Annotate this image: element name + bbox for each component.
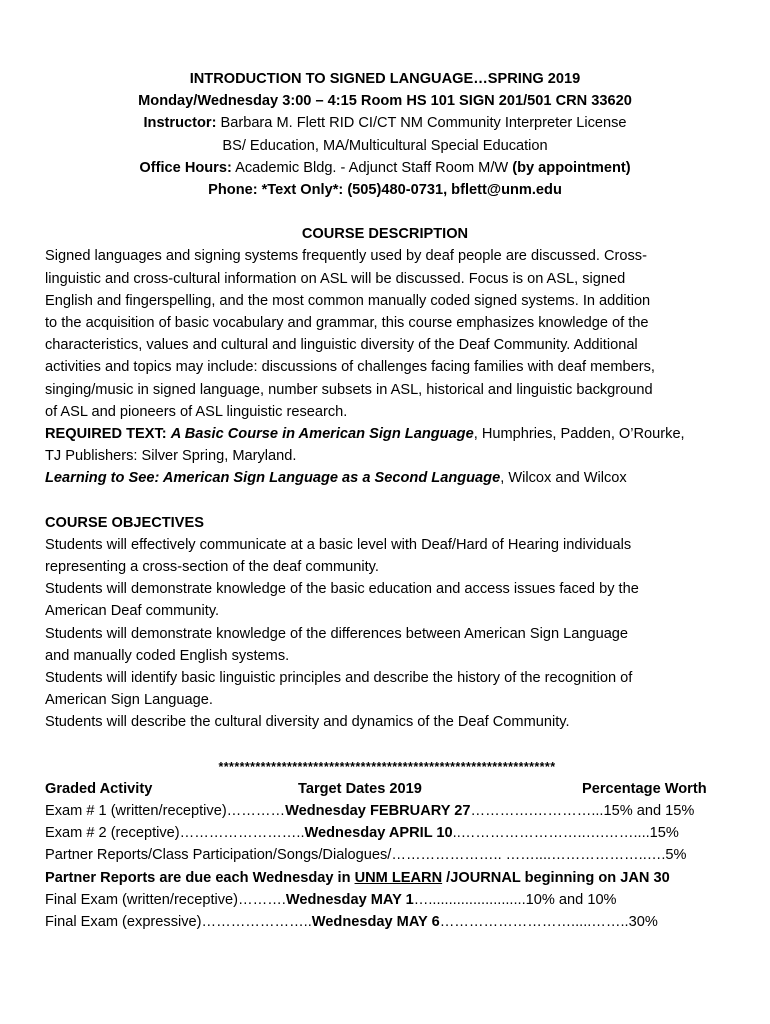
second-text-authors: , Wilcox and Wilcox	[500, 470, 627, 487]
required-text-title: A Basic Course in American Sign Language	[170, 426, 474, 443]
grade-row-final1	[45, 889, 729, 911]
grade-percentage: ………….…………...15% and 15%	[470, 803, 695, 820]
spacer	[45, 734, 729, 756]
grade-row-exam1	[45, 800, 729, 822]
second-text-title: Learning to See: American Sign Language as a Second Language	[45, 470, 501, 487]
objective-line: and manually coded English systems.	[45, 647, 290, 664]
syllabus-header	[0, 68, 770, 201]
course-title: INTRODUCTION TO SIGNED LANGUAGE…SPRING 2019	[189, 71, 581, 87]
objective-line: representing a cross-section of the deaf community.	[45, 559, 379, 576]
grade-percentage: ……………………….....……..30%	[439, 914, 658, 931]
objective-line: Students will describe the cultural diversity and dynamics of the Deaf Community.	[45, 714, 570, 731]
grade-date: Wednesday MAY 6	[311, 914, 440, 931]
description-line: singing/music in signed language, number subsets in ASL, historical and linguistic background	[45, 381, 653, 398]
required-text-label: REQUIRED TEXT:	[45, 426, 171, 443]
spacer	[0, 201, 770, 223]
grade-percentage: ..……………………..….……....15%	[452, 825, 679, 842]
office-hours-label: Office Hours:	[139, 159, 232, 176]
objective-line: American Sign Language.	[45, 692, 213, 709]
grades-col-activity: Graded Activity	[45, 780, 153, 797]
publisher-line: TJ Publishers: Silver Spring, Maryland.	[45, 448, 297, 465]
objective-line: Students will effectively communicate at a basic level with Deaf/Hard of Hearing individuals	[45, 536, 632, 553]
required-text-authors: , Humphries, Padden, O’Rourke,	[473, 426, 685, 443]
instructor-value: Barbara M. Flett RID CI/CT NM Community Interpreter License	[216, 115, 627, 132]
grades-col-percentage: Percentage Worth	[582, 780, 707, 797]
description-line: to the acquisition of basic vocabulary and grammar, this course emphasizes knowledge of the	[45, 315, 649, 332]
objective-line: American Deaf community.	[45, 603, 220, 620]
description-line: Signed languages and signing systems frequently used by deaf people are discussed. Cross-	[45, 248, 647, 265]
grade-row-final2	[45, 911, 729, 933]
grade-activity: Exam # 2 (receptive)……………………..	[45, 825, 305, 842]
description-line: of ASL and pioneers of ASL linguistic research.	[45, 403, 348, 420]
course-objectives-heading: COURSE OBJECTIVES	[45, 514, 204, 531]
grade-date: Wednesday APRIL 10	[304, 825, 453, 842]
grade-activity: Final Exam (written/receptive)……….	[45, 891, 286, 908]
grades-header-row	[45, 778, 729, 800]
required-text-line	[45, 423, 729, 445]
star-separator: ****************************************************************	[218, 759, 556, 774]
grades-col-dates: Target Dates 2019	[298, 780, 422, 797]
second-text-line	[45, 467, 729, 489]
description-line: linguistic and cross-cultural information on ASL will be discussed. Focus is on ASL, signed	[45, 270, 626, 287]
grade-percentage: …........................10% and 10%	[413, 891, 617, 908]
grade-activity: Final Exam (expressive)…………………..	[45, 914, 312, 931]
course-schedule: Monday/Wednesday 3:00 – 4:15 Room HS 101 SIGN 201/501 CRN 33620	[138, 93, 632, 110]
objective-line: Students will identify basic linguistic principles and describe the history of the recognition of	[45, 670, 633, 687]
objective-line: Students will demonstrate knowledge of the differences between American Sign Language	[45, 625, 629, 642]
office-hours-line	[0, 157, 770, 179]
description-line: English and fingerspelling, and the most common manually coded signed systems. In addition	[45, 292, 651, 309]
description-line: activities and topics may include: discussions of challenges facing families with deaf members,	[45, 359, 655, 376]
course-description	[45, 245, 729, 933]
office-hours-note: (by appointment)	[512, 159, 631, 176]
grade-date: Wednesday MAY 1	[285, 891, 414, 908]
grade-activity: Exam # 1 (written/receptive)…………	[45, 803, 286, 820]
partner-due-text: Partner Reports are due each Wednesday in	[45, 869, 355, 886]
instructor-credentials: BS/ Education, MA/Multicultural Special Education	[222, 137, 548, 154]
unm-learn-link[interactable]: UNM LEARN	[354, 869, 443, 886]
objective-line: Students will demonstrate knowledge of the basic education and access issues faced by the	[45, 581, 639, 598]
partner-due-line	[45, 867, 729, 889]
grade-row-exam2	[45, 822, 729, 844]
phone-line: Phone: *Text Only*: (505)480-0731, bflett@unm.edu	[208, 182, 562, 199]
description-line: characteristics, values and cultural and linguistic diversity of the Deaf Community. Additional	[45, 337, 638, 354]
instructor-label: Instructor:	[143, 115, 217, 132]
partner-due-text-end: /JOURNAL beginning on JAN 30	[442, 869, 670, 886]
grade-row-partner: Partner Reports/Class Participation/Songs/Dialogues/………………….. ……....………………..….5%	[45, 847, 687, 864]
course-description-heading: COURSE DESCRIPTION	[301, 226, 469, 243]
spacer	[45, 490, 729, 512]
grade-date: Wednesday FEBRUARY 27	[285, 803, 471, 820]
instructor-line	[0, 112, 770, 134]
office-hours-value: Academic Bldg. - Adjunct Staff Room M/W	[231, 159, 513, 176]
